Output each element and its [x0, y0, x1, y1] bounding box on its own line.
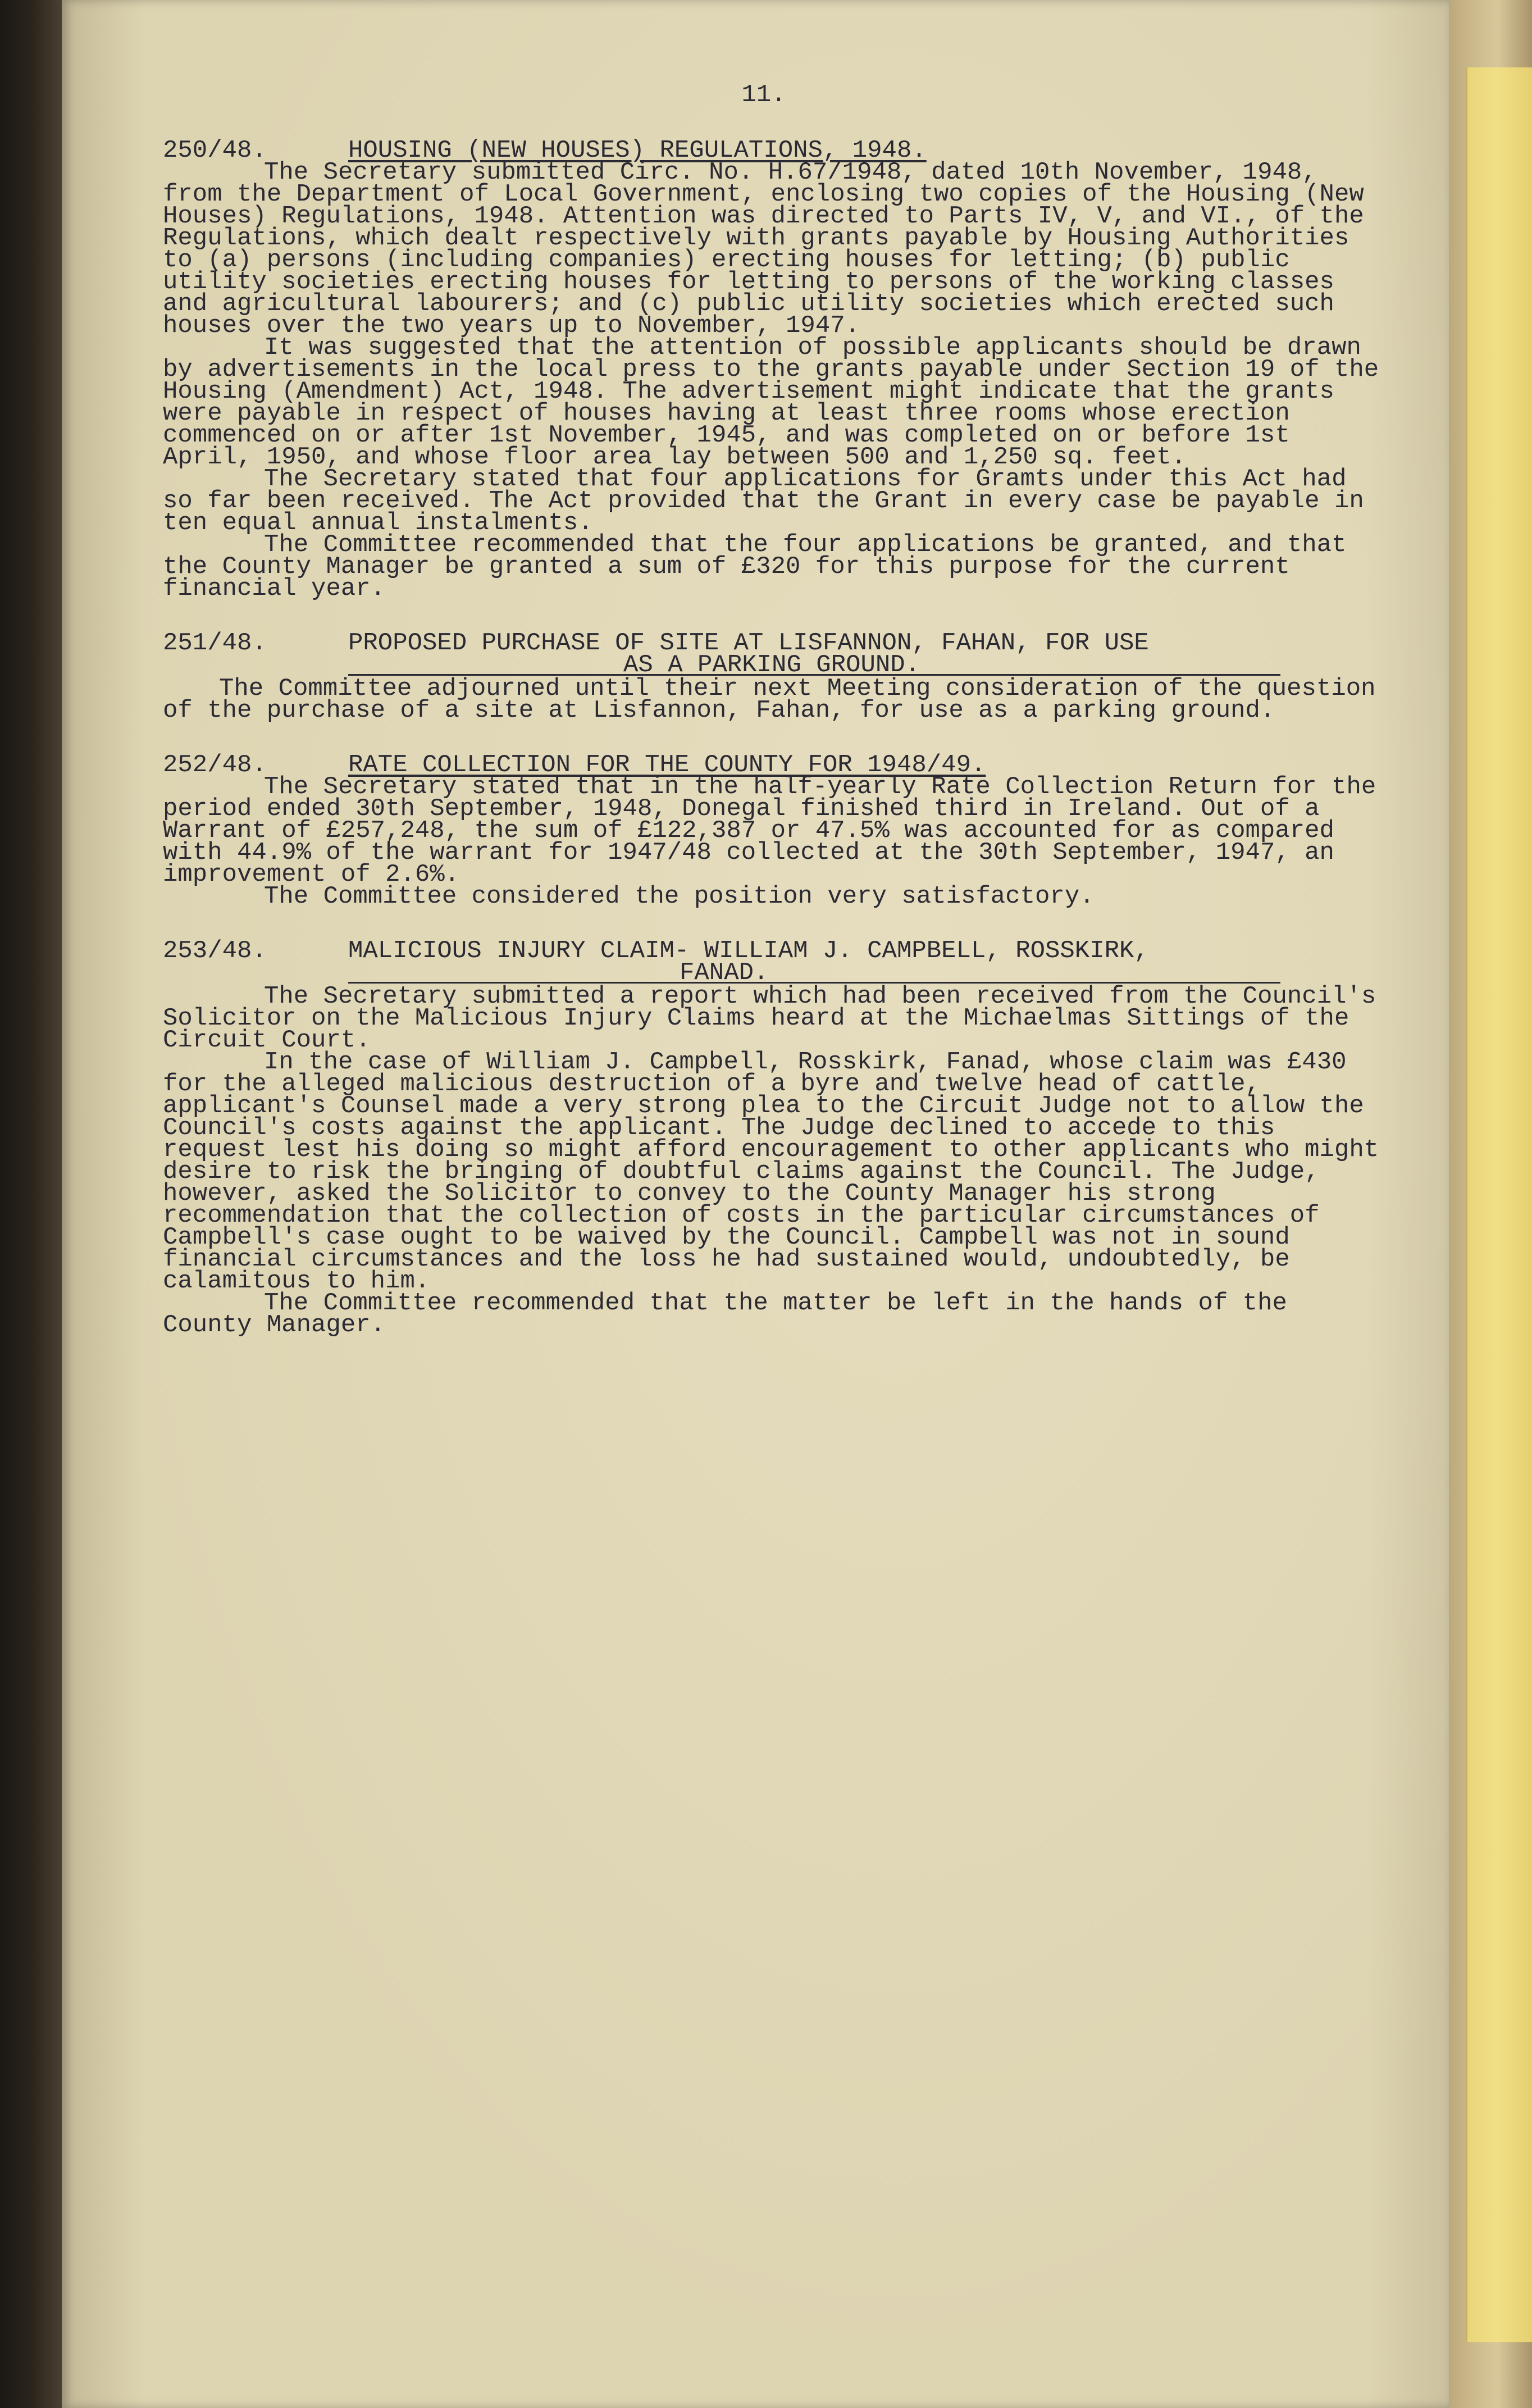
minute-title: PROPOSED PURCHASE OF SITE AT LISFANNON, FAHAN, FOR USE: [348, 629, 1149, 657]
paragraph: The Committee considered the position very satisfactory.: [264, 882, 1095, 911]
paragraph: The Secretary submitted Circ. No. H.67/1948, dated 10th November, 1948, from the Department of Local Government, enclosing two copies of the Housing (New Houses) Regulations, 1948. Attention was directed to Parts IV, V, and VI., of the Regulations, which dealt respectively with grants payable by Housing Authorities to (a) persons (including companies) erecting houses for letting; (b) public utility societies erecting houses for letting to persons of the working classes and agricultural labourers; and (c) public utility societies which erected such houses over the two years up to November, 1947.: [163, 158, 1364, 340]
binding-edge: [0, 0, 62, 2408]
minute-ref: 253/48.: [163, 937, 267, 965]
paragraph: The Committee adjourned until their next Meeting consideration of the question of the purchase of a site at Lisfannon, Fahan, for use as a parking ground.: [163, 675, 1376, 725]
paragraph: In the case of William J. Campbell, Rosskirk, Fanad, whose claim was £430 for the alleged malicious destruction of a byre and twelve head of cattle, applicant's Counsel made a very strong plea to the Circuit Judge not to allow the Council's costs against the applicant. The Judge declined to accede to this request lest his doing so might afford encouragement to other applicants who might desire to risk the bringing of doubtful claims against the Council. The Judge, however, asked the Solicitor to convey to the County Manager his strong recommendation that the collection of costs in the particular circumstances of Campbell's case ought to be waived by the Council. Campbell was not in sound financial circumstances and the loss he had sustained would, undoubtedly, be calamitous to him.: [163, 1048, 1379, 1295]
document-page: [62, 0, 1449, 2408]
paragraph: The Secretary submitted a report which had been received from the Council's Solicitor on the Malicious Injury Claims heard at the Michaelmas Sittings of the Circuit Court.: [163, 982, 1376, 1054]
paragraph: It was suggested that the attention of possible applicants should be drawn by advertisements in the local press to the grants payable under Section 19 of the Housing (Amendment) Act, 1948. The advertisement might indicate that the grants were payable in respect of houses having at least three rooms whose erection commenced on or after 1st November, 1945, and was completed on or before 1st April, 1950, and whose floor area lay between 500 and 1,250 sq. feet.: [163, 334, 1379, 471]
minute-title: MALICIOUS INJURY CLAIM- WILLIAM J. CAMPBELL, ROSSKIRK,: [348, 937, 1149, 965]
minute-ref: 251/48.: [163, 629, 267, 657]
minute-title-continued: FANAD.: [680, 959, 769, 987]
minute-title: HOUSING (NEW HOUSES) REGULATIONS, 1948.: [348, 136, 927, 165]
minute-section-253: [163, 937, 1387, 1339]
minute-section-252: [163, 751, 1387, 911]
minute-section-251: [163, 629, 1387, 725]
paragraph: The Committee recommended that the matter be left in the hands of the County Manager.: [163, 1289, 1287, 1339]
paragraph: The Secretary stated that four applications for Gramts under this Act had so far been received. The Act provided that the Grant in every case be payable in ten equal annual instalments.: [163, 465, 1364, 537]
minute-title: RATE COLLECTION FOR THE COUNTY FOR 1948/49.: [348, 751, 986, 779]
minute-title-continued: AS A PARKING GROUND.: [623, 651, 920, 679]
section-heading: [163, 937, 1387, 965]
paragraph: The Secretary stated that in the half-yearly Rate Collection Return for the period ended 30th September, 1948, Donegal finished third in Ireland. Out of a Warrant of £257,248, the sum of £122,387 or 47.5% was accounted for as compared with 44.9% of the warrant for 1947/48 collected at the 30th September, 1947, an improvement of 2.6%.: [163, 773, 1376, 889]
paragraph: The Committee recommended that the four applications be granted, and that the County Manager be granted a sum of £320 for this purpose for the current financial year.: [163, 531, 1347, 603]
minute-ref: 252/48.: [163, 751, 267, 779]
page-number: 11.: [741, 81, 786, 109]
page-content: [163, 81, 1387, 1369]
minute-ref: 250/48.: [163, 136, 267, 165]
yellow-tab: [1466, 67, 1532, 2342]
minute-section-250: [163, 136, 1387, 603]
